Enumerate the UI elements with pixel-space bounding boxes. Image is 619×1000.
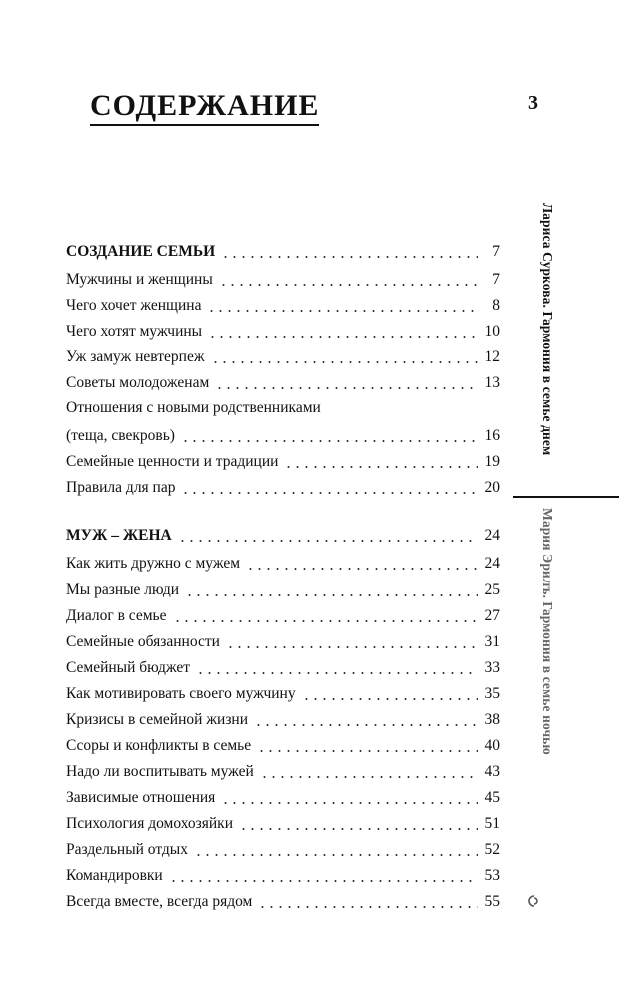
dot-leader (207, 310, 478, 312)
side-label-bottom: Мария Эрилъ. Гармония в семье ночью (540, 508, 555, 755)
dot-leader (219, 284, 478, 286)
toc-page-number: 24 (484, 555, 500, 572)
toc-page-number: 16 (484, 427, 500, 444)
dot-leader (254, 724, 478, 726)
toc-item-title: Как жить дружно с мужем (66, 555, 241, 572)
toc-item[interactable] (66, 708, 500, 730)
toc-page-number: 38 (484, 711, 500, 728)
toc-item-title: Как мотивировать своего мужчину (66, 685, 296, 702)
page-title: СОДЕРЖАНИЕ (90, 90, 319, 126)
toc-item-title: Советы молодоженам (66, 374, 210, 391)
dot-leader (221, 256, 478, 258)
toc-item-title: Уж замуж невтерпеж (66, 348, 205, 365)
dot-leader (211, 361, 478, 363)
toc-item[interactable] (66, 890, 500, 912)
dot-leader (258, 906, 478, 908)
dot-leader (246, 568, 478, 570)
toc-item[interactable] (66, 476, 500, 498)
toc-item-title: Правила для пар (66, 479, 176, 496)
dot-leader (178, 540, 478, 542)
toc-page-number: 53 (484, 867, 500, 884)
side-label-top: Лариса Суркова. Гармония в семье днем (540, 203, 555, 456)
toc-page-number: 51 (484, 815, 500, 832)
toc-page-number: 27 (484, 607, 500, 624)
toc-page-number: 7 (492, 271, 500, 288)
dot-leader (257, 750, 478, 752)
toc-item-title: Раздельный отдых (66, 841, 188, 858)
toc-item[interactable] (66, 630, 500, 652)
toc-page-number: 52 (484, 841, 500, 858)
toc-item[interactable] (66, 294, 500, 316)
toc-item[interactable] (66, 604, 500, 626)
dot-leader (208, 336, 478, 338)
toc-section-2[interactable] (66, 524, 500, 546)
toc-item[interactable] (66, 734, 500, 756)
toc-page-number: 24 (484, 527, 500, 544)
toc-item[interactable] (66, 268, 500, 290)
toc-page-number: 10 (484, 323, 500, 340)
toc-item-title: Зависимые отношения (66, 789, 216, 806)
toc-page-number: 31 (484, 633, 500, 650)
toc-page-number: 7 (492, 243, 500, 260)
toc-page-number: 43 (484, 763, 500, 780)
toc-item[interactable] (66, 864, 500, 886)
dot-leader (226, 646, 478, 648)
toc-item-title: Мужчины и женщины (66, 271, 213, 288)
dot-leader (173, 620, 478, 622)
toc-item-title: Семейные ценности и традиции (66, 453, 279, 470)
dot-leader (260, 776, 478, 778)
toc-item-title: Отношения с новыми родственниками (66, 399, 321, 416)
toc-item-title: Ссоры и конфликты в семье (66, 737, 252, 754)
toc-page-number: 33 (484, 659, 500, 676)
toc-item-title: Чего хочет женщина (66, 297, 202, 314)
toc-item-title: Чего хотят мужчины (66, 323, 203, 340)
toc-item-title: Всегда вместе, всегда рядом (66, 893, 253, 910)
dot-leader (196, 672, 478, 674)
toc-item[interactable] (66, 424, 500, 446)
toc-item[interactable] (66, 345, 500, 367)
dot-leader (302, 698, 478, 700)
toc-page-number: 35 (484, 685, 500, 702)
dot-leader (169, 880, 478, 882)
toc-item-title: Надо ли воспитывать мужей (66, 763, 254, 780)
toc-item[interactable] (66, 786, 500, 808)
toc-section-1[interactable] (66, 240, 500, 262)
toc-item-title: Семейные обязанности (66, 633, 220, 650)
toc-page-number: 13 (484, 374, 500, 391)
toc-item-title: Психология домохозяйки (66, 815, 234, 832)
toc-item-title: Мы разные люди (66, 581, 179, 598)
toc-page-number: 40 (484, 737, 500, 754)
toc-item[interactable] (66, 450, 500, 472)
toc-page-number: 12 (484, 348, 500, 365)
toc-item[interactable] (66, 552, 500, 574)
dot-leader (284, 466, 478, 468)
toc-page-number: 55 (484, 893, 500, 910)
toc-item[interactable] (66, 682, 500, 704)
toc-page-number: 19 (484, 453, 500, 470)
toc-item-title: Командировки (66, 867, 163, 884)
toc-page-number: 20 (484, 479, 500, 496)
toc-item[interactable] (66, 656, 500, 678)
toc-section-title: СОЗДАНИЕ СЕМЬИ (66, 243, 216, 260)
moon-glyph-icon (526, 893, 542, 909)
toc-item[interactable] (66, 812, 500, 834)
side-divider (513, 496, 619, 498)
toc-item[interactable] (66, 320, 500, 342)
toc-item-title: Диалог в семье (66, 607, 167, 624)
dot-leader (181, 492, 478, 494)
toc-page-number: 25 (484, 581, 500, 598)
dot-leader (221, 802, 478, 804)
toc-item-title: Кризисы в семейной жизни (66, 711, 249, 728)
toc-page-number: 8 (492, 297, 500, 314)
toc-item[interactable] (66, 760, 500, 782)
toc-item-title: (теща, свекровь) (66, 427, 175, 444)
dot-leader (194, 854, 478, 856)
toc-page-number: 45 (484, 789, 500, 806)
toc-item[interactable] (66, 578, 500, 600)
toc-item[interactable] (66, 838, 500, 860)
page-number: 3 (528, 92, 538, 114)
toc-item-title: Семейный бюджет (66, 659, 190, 676)
toc-section-title: МУЖ – ЖЕНА (66, 527, 172, 544)
dot-leader (215, 387, 478, 389)
dot-leader (185, 594, 478, 596)
toc-item-first-line[interactable] (66, 398, 500, 420)
toc-item[interactable] (66, 371, 500, 393)
dot-leader (181, 440, 478, 442)
dot-leader (239, 828, 478, 830)
